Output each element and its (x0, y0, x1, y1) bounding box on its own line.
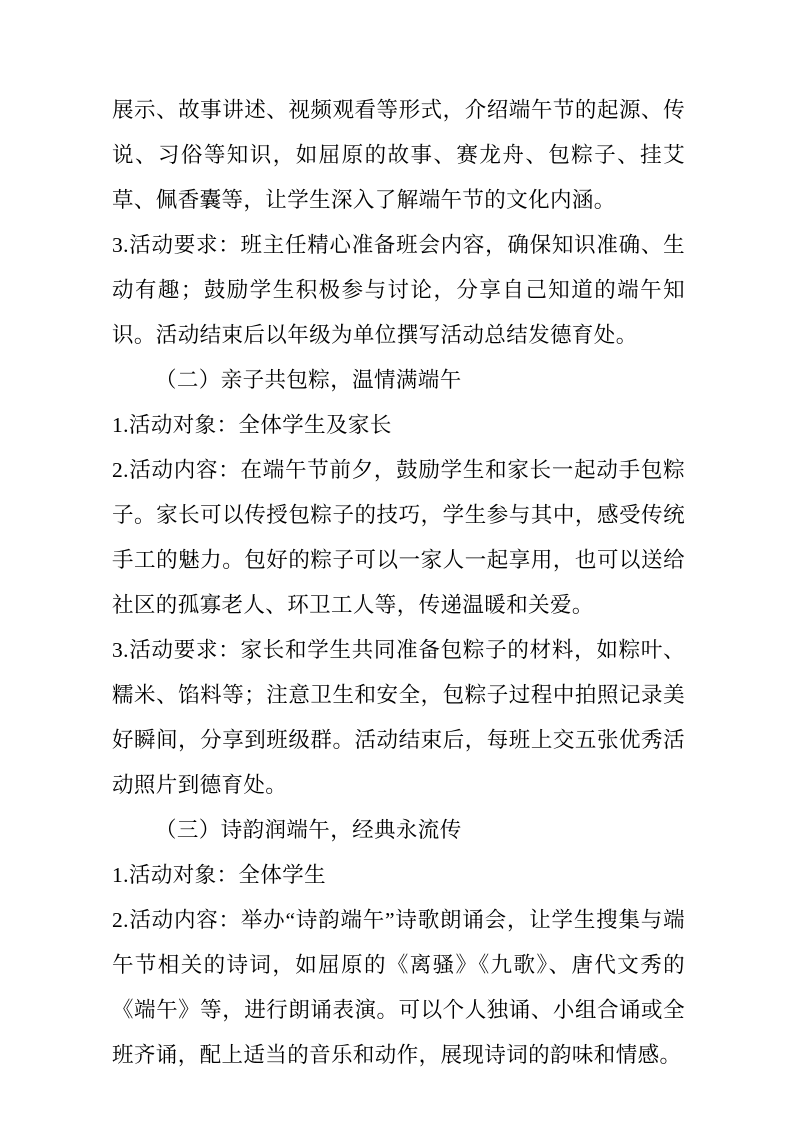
paragraph-2: 3.活动要求：班主任精心准备班会内容，确保知识准确、生动有趣；鼓励学生积极参与讨论，分享自己知道的端午知识。活动结束后以年级为单位撰写活动总结发德育处。 (112, 233, 685, 347)
paragraph-7-heading: （三）诗韵润端午，经典永流传 (155, 818, 462, 842)
paragraph-9: 2.活动内容：举办“诗韵端午”诗歌朗诵会，让学生搜集与端午节相关的诗词，如屈原的《离骚》《九歌》、唐代文秀的《端午》等，进行朗诵表演。可以个人独诵、小组合诵或全班齐诵，配上适当的音乐和动作，展现诗词的韵味和情感。 (112, 908, 685, 1067)
paragraph-3-heading: （二）亲子共包粽，温情满端午 (155, 368, 462, 392)
paragraph-8: 1.活动对象：全体学生 (112, 863, 327, 887)
document-body (112, 88, 685, 1078)
paragraph-5: 2.活动内容：在端午节前夕，鼓励学生和家长一起动手包粽子。家长可以传授包粽子的技巧，学生参与其中，感受传统手工的魅力。包好的粽子可以一家人一起享用，也可以送给社区的孤寡老人、环卫工人等，传递温暖和关爱。 (112, 458, 685, 617)
paragraph-1: 展示、故事讲述、视频观看等形式，介绍端午节的起源、传说、习俗等知识，如屈原的故事、赛龙舟、包粽子、挂艾草、佩香囊等，让学生深入了解端午节的文化内涵。 (112, 98, 685, 212)
paragraph-6: 3.活动要求：家长和学生共同准备包粽子的材料，如粽叶、糯米、馅料等；注意卫生和安全，包粽子过程中拍照记录美好瞬间，分享到班级群。活动结束后，每班上交五张优秀活动照片到德育处。 (112, 638, 685, 797)
paragraph-4: 1.活动对象：全体学生及家长 (112, 413, 392, 437)
